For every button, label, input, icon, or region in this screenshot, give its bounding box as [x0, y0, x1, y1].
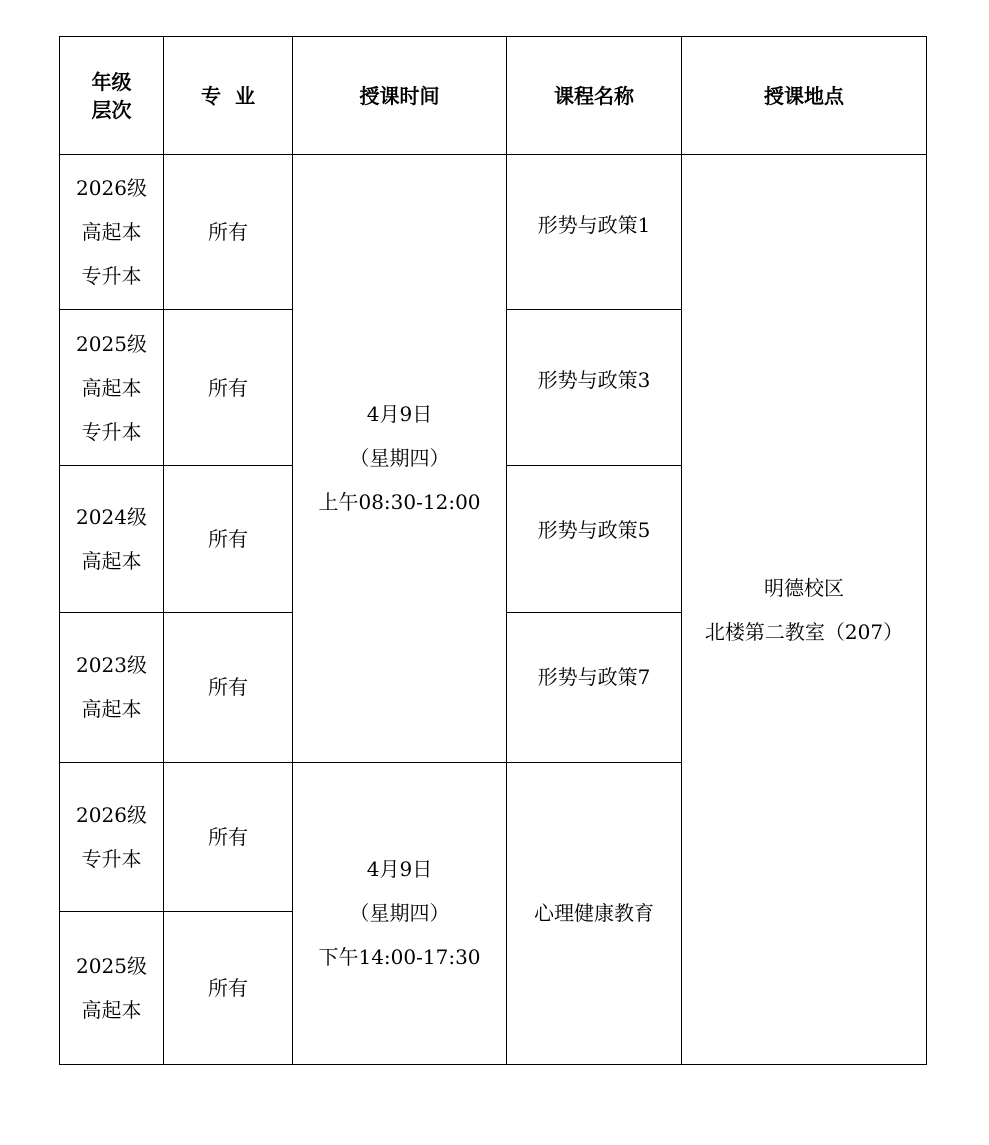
grade-level: 专升本 [81, 846, 142, 871]
major-cell [164, 310, 293, 466]
major-value: 所有 [208, 526, 248, 551]
major-cell [164, 612, 293, 762]
grade-year: 2024级 [76, 504, 147, 529]
time-range: 下午14:00-17:30 [318, 945, 481, 970]
header-major-label: 专 业 [201, 83, 255, 108]
grade-cell [60, 612, 164, 762]
time-date: 4月9日 [366, 857, 433, 882]
major-cell [164, 911, 293, 1064]
grade-level: 高起本 [81, 220, 142, 245]
header-grade-label: 年级 [91, 69, 132, 94]
course-cell [507, 762, 682, 1064]
grade-level: 高起本 [81, 548, 142, 573]
header-grade-level [60, 37, 164, 155]
course-name: 形势与政策1 [537, 213, 651, 238]
grade-year: 2023级 [76, 653, 147, 678]
major-cell [164, 466, 293, 612]
major-value: 所有 [208, 375, 248, 400]
time-cell [293, 762, 507, 1064]
time-cell [293, 155, 507, 763]
grade-level: 高起本 [81, 697, 142, 722]
major-value: 所有 [208, 675, 248, 700]
time-weekday: （星期四） [349, 901, 450, 926]
grade-cell [60, 762, 164, 911]
course-cell [507, 155, 682, 310]
grade-level: 高起本 [81, 375, 142, 400]
grade-level: 专升本 [81, 419, 142, 444]
grade-year: 2026级 [76, 176, 147, 201]
course-name: 心理健康教育 [534, 901, 654, 926]
header-major [164, 37, 293, 155]
header-location-label: 授课地点 [764, 83, 844, 108]
course-name: 形势与政策5 [537, 518, 651, 543]
schedule-table [59, 36, 927, 1065]
location-room: 北楼第二教室（207） [704, 619, 904, 644]
grade-cell [60, 310, 164, 466]
course-name: 形势与政策7 [537, 664, 651, 689]
major-value: 所有 [208, 220, 248, 245]
header-time-label: 授课时间 [359, 83, 440, 108]
grade-level: 专升本 [81, 264, 142, 289]
course-cell [507, 310, 682, 466]
grade-cell [60, 155, 164, 310]
grade-year: 2026级 [76, 802, 147, 827]
header-course [507, 37, 682, 155]
major-cell [164, 762, 293, 911]
time-date: 4月9日 [366, 402, 433, 427]
time-weekday: （星期四） [349, 446, 450, 471]
course-name: 形势与政策3 [537, 368, 651, 393]
course-cell [507, 466, 682, 612]
grade-cell [60, 911, 164, 1064]
header-row [60, 37, 927, 155]
time-range: 上午08:30-12:00 [318, 490, 481, 515]
grade-cell [60, 466, 164, 612]
grade-year: 2025级 [76, 953, 147, 978]
course-cell [507, 612, 682, 762]
major-value: 所有 [208, 824, 248, 849]
major-value: 所有 [208, 975, 248, 1000]
grade-level: 高起本 [81, 997, 142, 1022]
major-cell [164, 155, 293, 310]
header-course-label: 课程名称 [554, 83, 634, 108]
header-level-label: 层次 [91, 97, 132, 122]
header-time [293, 37, 507, 155]
location-cell [682, 155, 927, 1065]
grade-year: 2025级 [76, 331, 147, 356]
header-location [682, 37, 927, 155]
table-row [60, 155, 927, 310]
location-campus: 明德校区 [764, 575, 844, 600]
